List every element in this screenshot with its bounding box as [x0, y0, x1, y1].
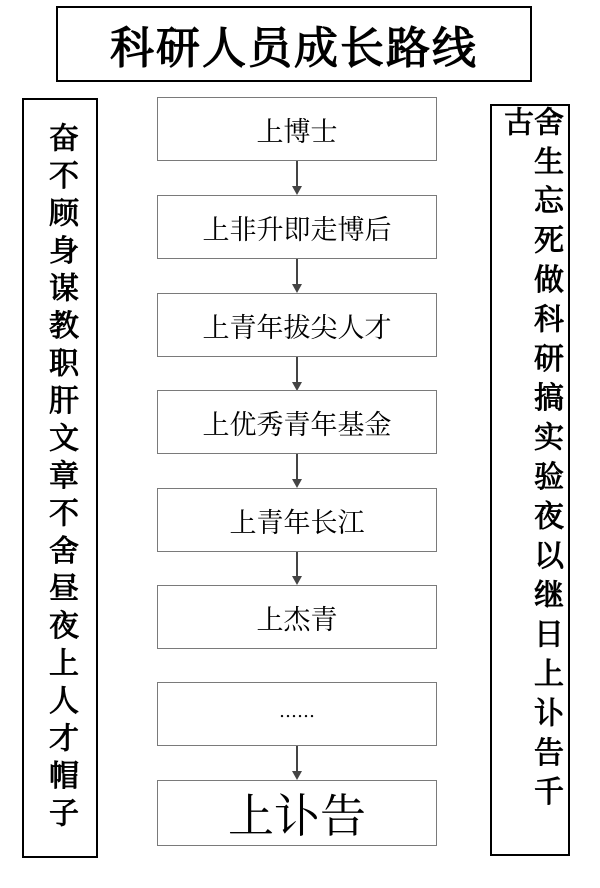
step-label-2: 上非升即走博后 [202, 214, 392, 246]
left-slogan-box [22, 98, 98, 858]
step-label-final: 上讣告 [228, 789, 366, 843]
step-label-3: 上青年拔尖人才 [202, 312, 392, 344]
page-title: 科研人员成长路线 [110, 23, 478, 74]
step-label-6: 上杰青 [256, 604, 338, 636]
right-slogan-text: 舍生忘死做科研搞实验夜以继日上讣告千古 [498, 106, 563, 816]
step-box-ellipsis [157, 682, 437, 746]
step-box-6 [157, 585, 437, 649]
step-box-1 [157, 97, 437, 161]
step-box-final [157, 780, 437, 846]
step-box-5 [157, 488, 437, 552]
step-label-ellipsis: …… [279, 700, 315, 722]
step-box-3 [157, 293, 437, 357]
right-slogan-box [490, 104, 570, 856]
step-label-1: 上博士 [256, 116, 338, 148]
step-label-4: 上优秀青年基金 [202, 409, 392, 441]
step-label-5: 上青年长江 [229, 507, 365, 539]
title-box [56, 6, 532, 82]
step-box-2 [157, 195, 437, 259]
step-box-4 [157, 390, 437, 454]
left-slogan-text: 奋不顾身谋教职肝文章不舍昼夜上人才帽子 [43, 121, 78, 835]
